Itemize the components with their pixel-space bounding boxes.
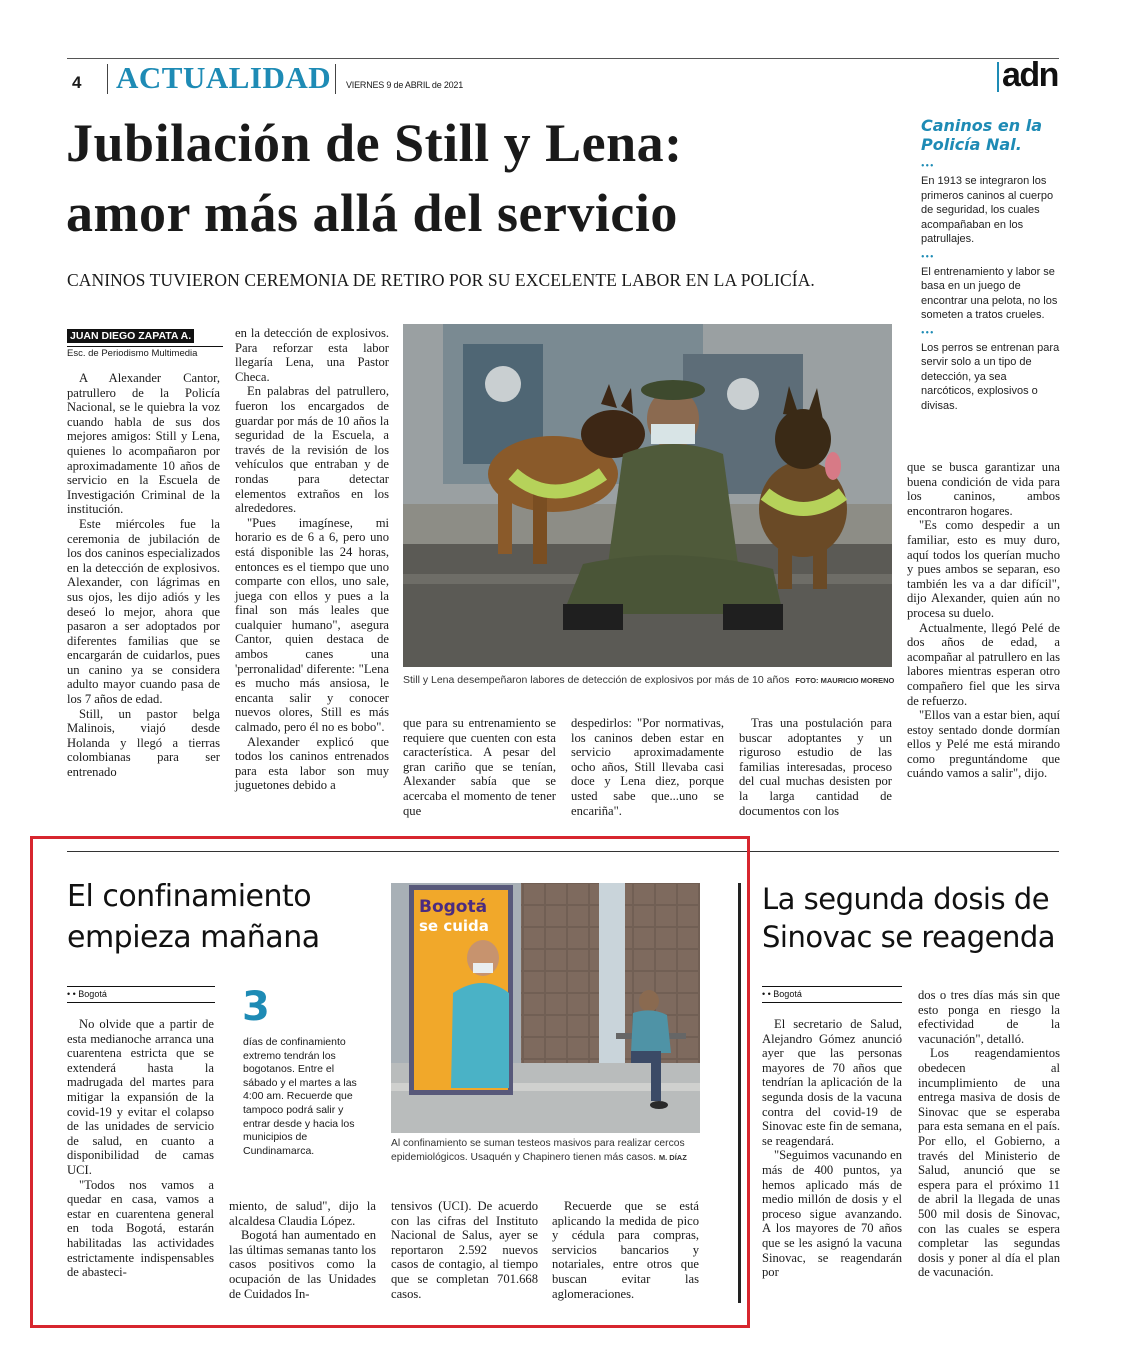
main-col-3: [403, 716, 556, 818]
main-col-2: [235, 326, 389, 793]
main-col-4: [571, 716, 724, 818]
paragraph: Still, un pastor belga Malinois, viajó desde Holanda y llegó a tierras colombianas para ser entrenado: [67, 706, 220, 780]
paragraph: A Alexander Cantor, patrullero de la Policía Nacional, se le quiebra la voz cuando habla de sus dos mejores amigos: Still y Lena, quienes lo acompañaron por aproximadamente 10 años de servicio en la Escuela de Investigación Criminal de la institución.: [67, 371, 220, 517]
story2-headline-line1: El confinamiento: [67, 879, 312, 914]
story2-col-3: [391, 1199, 538, 1301]
top-rule: [67, 58, 1059, 59]
story2-photo-caption: [391, 1137, 701, 1165]
paragraph: "Pues imagínese, mi horario es de 6 a 6, pero uno está disponible las 24 horas, entonces es el tiempo que uno comparte con ellos, uno sale, juega con ellos y pues a la final son más leales que cualquier humano", asegura Cantor, quien destaca de ambos canes una 'perronalidad' diferente: "Lena es mucho más ansiosa, le encanta salir y conocer nuevos olores, Still es más calmado, pero él no es bobo".: [235, 515, 389, 735]
paragraph: El secretario de Salud, Alejandro Gómez anunció ayer que las personas mayores de 70 años que tendrían la aplicación de la segunda dosis de la vacuna contra del covid-19 de Sinovac este fin de semana, se reagendará.: [762, 1017, 902, 1148]
paragraph: En palabras del patrullero, fueron los encargados de guardar por más de 10 años la seguridad de la Escuela, a través de la revisión de los vehículos que entraban y de rondas para detectar elementos extraños en los alrededores.: [235, 384, 389, 516]
paragraph: Los reagendamientos obedecen al incumplimiento de una entrega masiva de dosis de Sinovac que se esperaba para esta semana en el país. Por ello, el Gobierno, a través del Ministerio de Salud, anunció que se espera para el próximo 11 de abril la llegada de unas 500 mil dosis de Sinovac, con las cuales se espera completar las segundas dosis y poner al día el plan de vacunación.: [918, 1046, 1060, 1280]
paragraph: tensivos (UCI). De acuerdo con las cifras del Instituto Nacional de Salus, ayer se reportaron 2.592 nuevos casos de contagio, al tiempo que se completan 701.668 casos.: [391, 1199, 538, 1301]
paragraph: "Ellos van a estar bien, aquí estoy sentado donde dormían ellos y Pelé me está mirando como preguntándome que cuándo vamos a salir", dijo.: [907, 708, 1060, 781]
sidebar-item: En 1913 se integraron los primeros caninos al cuerpo de seguridad, los cuales acompañaban en los patrullajes.: [921, 175, 1054, 245]
police-dogs-photo: [403, 324, 892, 667]
paragraph: que para su entrenamiento se requiere que cuenten con esta característica. A pesar del gran cariño que se tenían, Alexander sabía que se acercaba el momento de tener que: [403, 716, 556, 818]
paragraph: despedirlos: "Por normativas, los caninos deben estar en servicio aproximadamente ocho años, Still llevaba casi doce y Lena diez, porque usted sabe que...uno se encariña".: [571, 716, 724, 818]
paragraph: Alexander explicó que todos los caninos entrenados para esta labor son muy juguetones debido a: [235, 734, 389, 793]
main-headline-line2: amor más allá del servicio: [66, 183, 678, 243]
story2-col-4: [552, 1199, 699, 1301]
paragraph: "Todos nos vamos a quedar en casa, vamos a estar en cuarentena general en toda Bogotá, estarán habilitadas las actividades estrictamente indispensables de abasteci-: [67, 1177, 214, 1280]
sidebar-dots: •••: [921, 251, 935, 263]
byline-affiliation: Esc. de Periodismo Multimedia: [67, 346, 223, 359]
paragraph: miento, de salud", dijo la alcaldesa Claudia López.: [229, 1199, 376, 1228]
paragraph: en la detección de explosivos. Para reforzar esta labor llegaría Lena, una Pastor Checa.: [235, 326, 389, 384]
main-photo-caption: [403, 673, 893, 688]
caption-text: Al confinamiento se suman testeos masivos para realizar cercos epidemiológicos. Usaquén y Chapinero tienen más casos.: [391, 1138, 685, 1163]
sidebar-title-line2: Policía Nal.: [921, 135, 1022, 154]
story3-col-2: [918, 988, 1060, 1280]
paragraph: dos o tres días más sin que esto ponga en riesgo la efectividad de la vacunación", detalló.: [918, 988, 1060, 1046]
main-photo: [403, 324, 892, 667]
sidebar-title-line1: Caninos en la: [921, 116, 1042, 135]
paragraph: "Seguimos vacunando en más de 400 puntos, ya hemos aplicado más de medio millón de dosis y el proceso sigue avanzando. A los mayores de 70 años que se les asignó la vacuna Sinovac, se reagendarán por: [762, 1148, 902, 1280]
poster-line2: se cuida: [419, 917, 489, 935]
section-title: ACTUALIDAD: [116, 60, 332, 95]
main-col-5: [739, 716, 892, 818]
story3-headline-line1: La segunda dosis de: [762, 882, 1050, 916]
story2-col-2: [229, 1199, 376, 1301]
main-headline-line1: Jubilación de Still y Lena:: [66, 113, 683, 173]
story3-kicker-rule: [762, 986, 902, 987]
story2-kicker-rule: [67, 986, 215, 987]
sidebar-dots: •••: [921, 327, 935, 339]
big-number: 3: [242, 984, 270, 1030]
story3-vertical-rule: [738, 883, 741, 1303]
story2-kicker-rule-bottom: [67, 1002, 215, 1003]
story3-kicker: • • Bogotá: [762, 989, 802, 999]
header-divider-2: [335, 64, 336, 94]
paragraph: que se busca garantizar una buena condición de vida para los caninos, ambos encontraron hogares.: [907, 460, 1060, 518]
story2-photo: [391, 883, 700, 1133]
issue-date: VIERNES 9 de ABRIL de 2021: [346, 80, 464, 90]
story2-headline-line2: empieza mañana: [67, 920, 320, 955]
paragraph: Bogotá han aumentado en las últimas semanas tanto los casos positivos como la ocupación de las Unidades de Cuidados In-: [229, 1228, 376, 1301]
main-col-6: [907, 460, 1060, 781]
page-number: 4: [72, 73, 82, 92]
caption-text: Still y Lena desempeñaron labores de detección de explosivos por más de 10 años: [403, 674, 790, 686]
main-col-1: [67, 371, 220, 780]
sidebar: [921, 116, 1061, 413]
number-text: días de confinamiento extremo tendrán los bogotanos. Entre el sábado y el martes a las 4:00 am. Recuerde que tampoco podrá salir y entrar desde y hacia los municipios de Cundinamarca.: [243, 1036, 357, 1157]
paragraph: No olvide que a partir de esta medianoche arranca una cuarentena estricta que se extenderá hasta la madrugada del martes para mitigar la expansión de la covid-19 y evitar el colapso de las unidades de servicio de salud, en cuanto a disponibilidad de camas UCI.: [67, 1017, 214, 1177]
byline-block: [67, 326, 223, 359]
logo-divider: [997, 62, 999, 92]
main-subhead: CANINOS TUVIERON CEREMONIA DE RETIRO POR SU EXCELENTE LABOR EN LA POLICÍA.: [67, 270, 815, 290]
byline: JUAN DIEGO ZAPATA A.: [67, 329, 194, 343]
story2-col-1: [67, 1017, 214, 1280]
adn-logo: adn: [1002, 56, 1058, 94]
paragraph: Actualmente, llegó Pelé de dos años de edad, a acompañar al patrullero en las labores mientras esperan otro compañero fiel que les sirva de refuerzo.: [907, 620, 1060, 708]
sidebar-item: El entrenamiento y labor se basa en un juego de encontrar una pelota, no los someten a tratos crueles.: [921, 265, 1058, 321]
story3-headline-line2: Sinovac se reagenda: [762, 920, 1056, 954]
paragraph: Tras una postulación para buscar adoptantes y un riguroso estudio de las familias interesadas, proceso del cual muchas desisten por la larga cantidad de documentos con los: [739, 716, 892, 818]
paragraph: Este miércoles fue la ceremonia de jubilación de los dos caninos especializados en la detección de explosivos. Alexander, con lágrimas en sus ojos, les dijo adiós y les deseó lo mejor, ahora que pasaron a ser adoptados por diferentes familias que se encargarán de cuidarlos, pues un canino ya se considera adulto mayor cuando pasa de los 7 años de edad.: [67, 516, 220, 707]
photo-credit: M. DÍAZ: [658, 1153, 687, 1162]
paragraph: Recuerde que se está aplicando la medida de pico y cédula para compras, servicios bancarios y notariales, entre otros que buscan evitar las aglomeraciones.: [552, 1199, 699, 1301]
sidebar-dots: •••: [921, 161, 935, 172]
story3-col-1: [762, 1017, 902, 1280]
story2-kicker: • • Bogotá: [67, 989, 107, 999]
story3-kicker-rule-bottom: [762, 1002, 902, 1003]
paragraph: "Es como despedir a un familiar, esto es muy duro, aquí todos los querían mucho y pues ambos se separan, eso también les va a dar difícil", dijo Alexander, quien aún no procesa su duelo.: [907, 518, 1060, 620]
header-divider: [107, 64, 108, 94]
photo-credit: FOTO: MAURICIO MORENO: [795, 676, 895, 685]
poster-line1: Bogotá: [419, 897, 488, 917]
sidebar-item: Los perros se entrenan para servir solo a un tipo de detección, ya sea narcóticos, explosivos o divisas.: [921, 341, 1060, 412]
